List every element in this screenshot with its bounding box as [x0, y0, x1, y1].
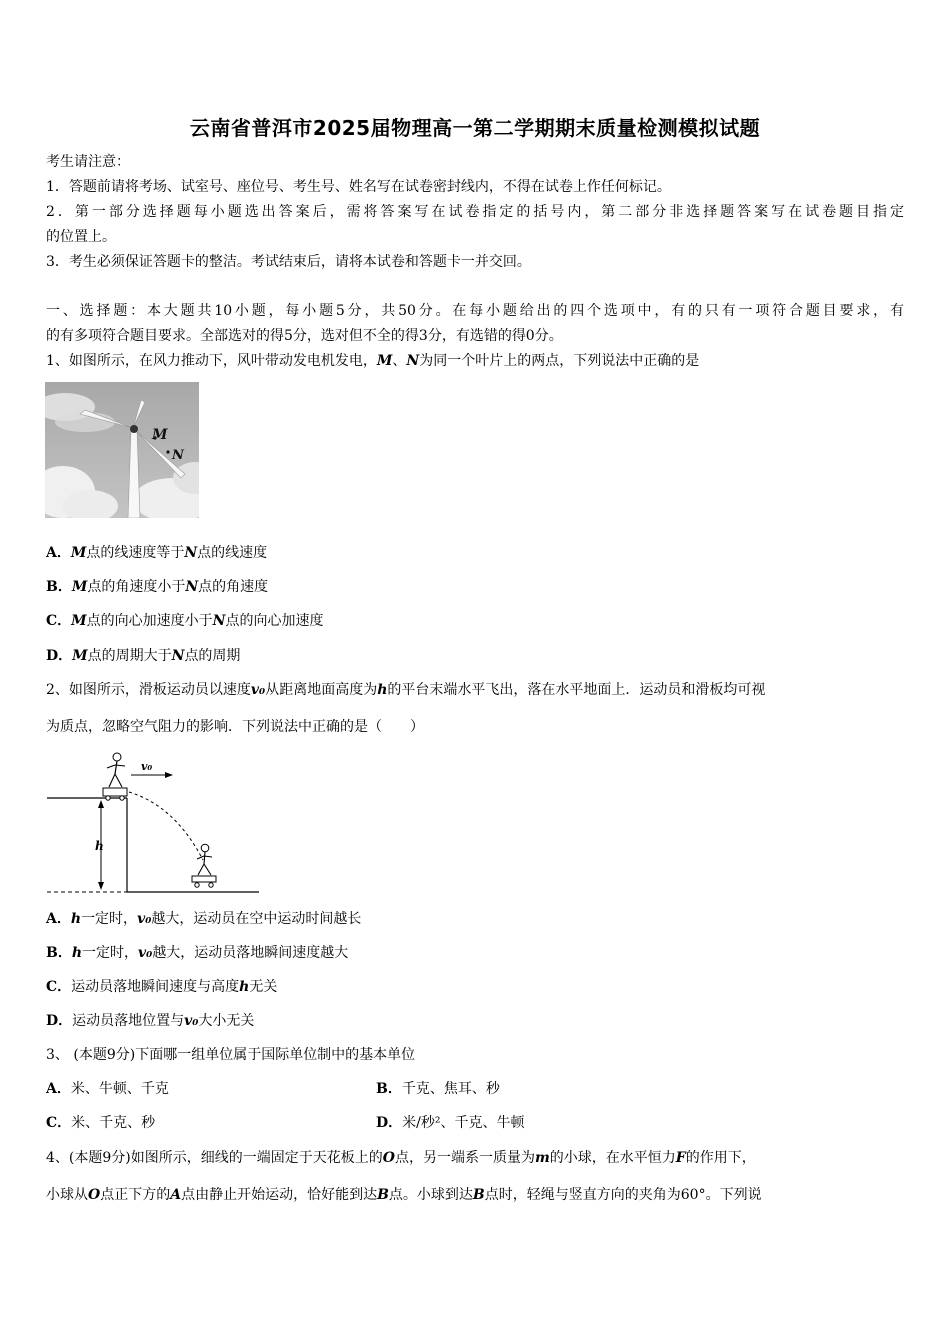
q2-option-c: C．运动员落地瞬间速度与高度h无关 [46, 979, 278, 995]
section1-line1: 一、选择题：本大题共10小题，每小题5分，共50分。在每小题给出的四个选项中，有的只有一项符合题目要求，有 [46, 303, 904, 319]
q2-option-b: B．h一定时，v₀越大，运动员落地瞬间速度越大 [46, 945, 349, 961]
wind-turbine-image [45, 382, 199, 518]
skateboard-figure [45, 748, 265, 896]
q2-option-d: D．运动员落地位置与v₀大小无关 [46, 1013, 255, 1029]
notice-item-1: 1．答题前请将考场、试室号、座位号、考生号、姓名写在试卷密封线内，不得在试卷上作任何标记。 [46, 179, 671, 195]
q2-stem-line1: 2、如图所示，滑板运动员以速度v₀从距离地面高度为h的平台末端水平飞出，落在水平地面上．运动员和滑板均可视 [46, 682, 766, 698]
q3-option-b: B．千克、焦耳、秒 [376, 1081, 500, 1097]
label-m: M [152, 427, 168, 443]
q2-stem-line2: 为质点，忽略空气阻力的影响．下列说法中正确的是（ ） [46, 719, 424, 735]
notice-heading: 考生请注意： [46, 154, 130, 170]
notice-item-2: 2．第一部分选择题每小题选出答案后，需将答案写在试卷指定的括号内，第二部分非选择题答案写在试卷题目指定 [46, 204, 904, 220]
q4-stem-line1: 4、(本题9分)如图所示，细线的一端固定于天花板上的O点，另一端系一质量为m的小球，在水平恒力F的作用下， [46, 1150, 756, 1166]
q1-option-d: D．M点的周期大于N点的周期 [46, 648, 241, 664]
label-n: N [172, 448, 184, 463]
q3-option-a: A．米、牛顿、千克 [46, 1081, 169, 1097]
q3-option-d: D．米/秒²、千克、牛顿 [376, 1115, 525, 1131]
wind-turbine-photo [45, 382, 199, 518]
notice-item-2-cont: 的位置上。 [46, 229, 116, 245]
label-v0: v₀ [141, 760, 153, 773]
notice-item-3: 3．考生必须保证答题卡的整洁。考试结束后，请将本试卷和答题卡一并交回。 [46, 254, 531, 270]
skateboard-diagram [45, 748, 265, 896]
q3-option-c: C．米、千克、秒 [46, 1115, 156, 1131]
q1-option-a: A．M点的线速度等于N点的线速度 [46, 545, 268, 561]
q1-option-c: C．M点的向心加速度小于N点的向心加速度 [46, 613, 324, 629]
q4-stem-line2: 小球从O点正下方的A点由静止开始运动，恰好能到达B点。小球到达B点时，轻绳与竖直方向的夹角为60°。下列说 [46, 1187, 762, 1203]
q2-option-a: A．h一定时，v₀越大，运动员在空中运动时间越长 [46, 911, 362, 927]
page-title: 云南省普洱市2025届物理高一第二学期期末质量检测模拟试题 [189, 116, 761, 140]
label-h: h [95, 839, 104, 853]
q1-stem: 1、如图所示，在风力推动下，风叶带动发电机发电，M、N为同一个叶片上的两点，下列说法中正确的是 [46, 353, 700, 369]
section1-line2: 的有多项符合题目要求。全部选对的得5分，选对但不全的得3分，有选错的得0分。 [46, 328, 563, 344]
q1-option-b: B．M点的角速度小于N点的角速度 [46, 579, 269, 595]
q3-stem: 3、 (本题9分)下面哪一组单位属于国际单位制中的基本单位 [46, 1047, 416, 1063]
